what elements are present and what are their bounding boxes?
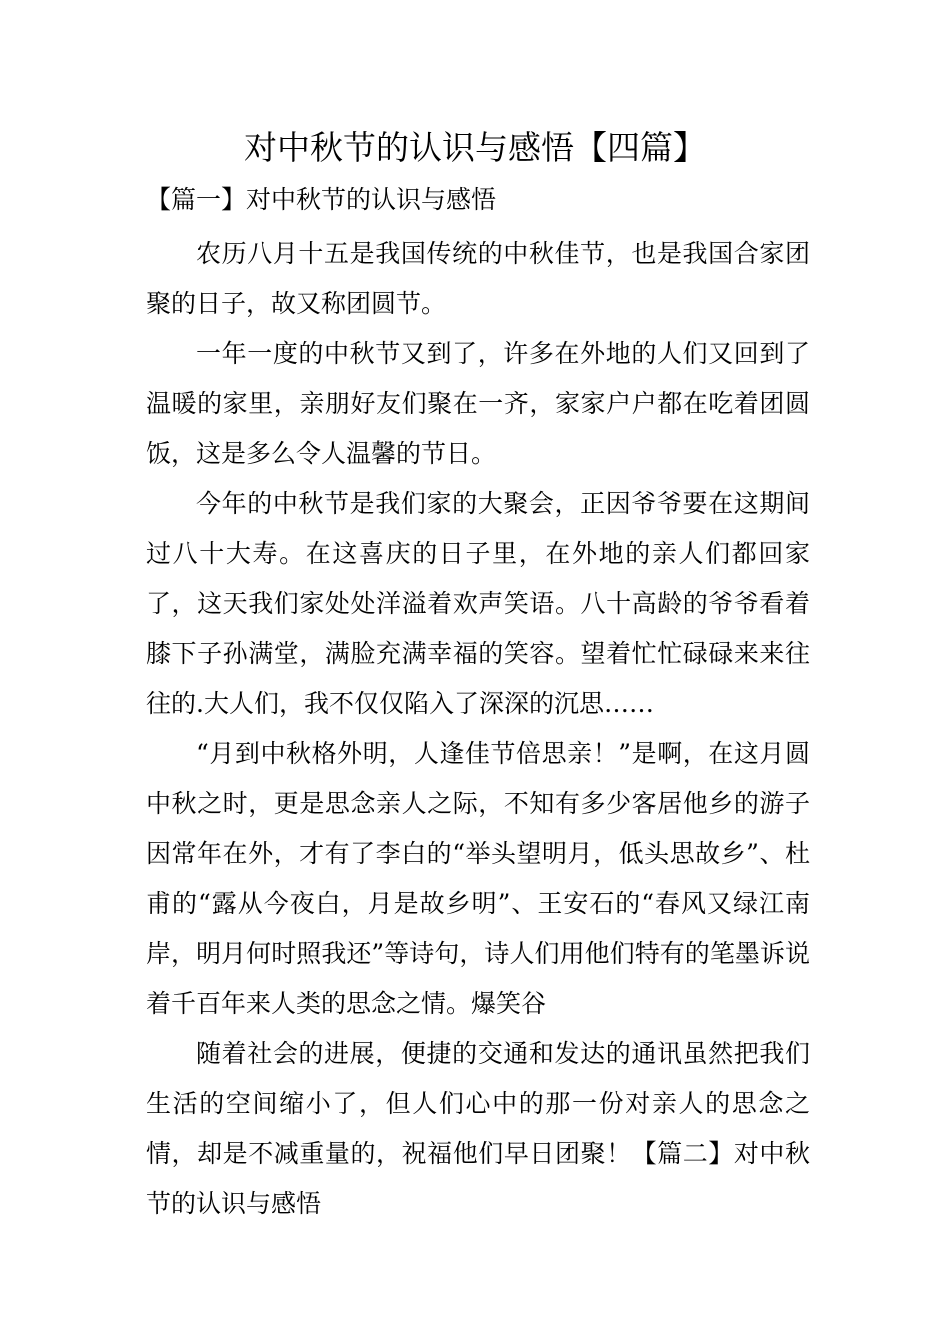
- document-body: [146, 180, 810, 1229]
- paragraph: 随着社会的进展，便捷的交通和发达的通讯虽然把我们生活的空间缩小了，但人们心中的那一份对亲人的思念之情，却是不减重量的，祝福他们早日团聚！【篇二】对中秋节的认识与感悟: [146, 1039, 810, 1218]
- document-title: 对中秋节的认识与感悟【四篇】: [244, 128, 706, 167]
- paragraph: 农历八月十五是我国传统的中秋佳节，也是我国合家团聚的日子，故又称团圆节。: [146, 239, 810, 318]
- paragraph: 今年的中秋节是我们家的大聚会，正因爷爷要在这期间过八十大寿。在这喜庆的日子里，在外地的亲人们都回家了，这天我们家处处洋溢着欢声笑语。八十高龄的爷爷看着膝下子孙满堂，满脸充满幸福的笑容。望着忙忙碌碌来来往往的.大人们，我不仅仅陷入了深深的沉思……: [146, 489, 810, 718]
- paragraph: “月到中秋格外明，人逢佳节倍思亲！”是啊，在这月圆中秋之时，更是思念亲人之际，不知有多少客居他乡的游子因常年在外，才有了李白的“举头望明月，低头思故乡”、杜甫的“露从今夜白，月是故乡明”、王安石的“春风又绿江南岸，明月何时照我还”等诗句，诗人们用他们特有的笔墨诉说着千百年来人类的思念之情。爆笑谷: [146, 739, 810, 1018]
- section-heading: 【篇一】对中秋节的认识与感悟: [146, 185, 497, 214]
- paragraph: 一年一度的中秋节又到了，许多在外地的人们又回到了温暖的家里，亲朋好友们聚在一齐，家家户户都在吃着团圆饭，这是多么令人温馨的节日。: [146, 339, 810, 468]
